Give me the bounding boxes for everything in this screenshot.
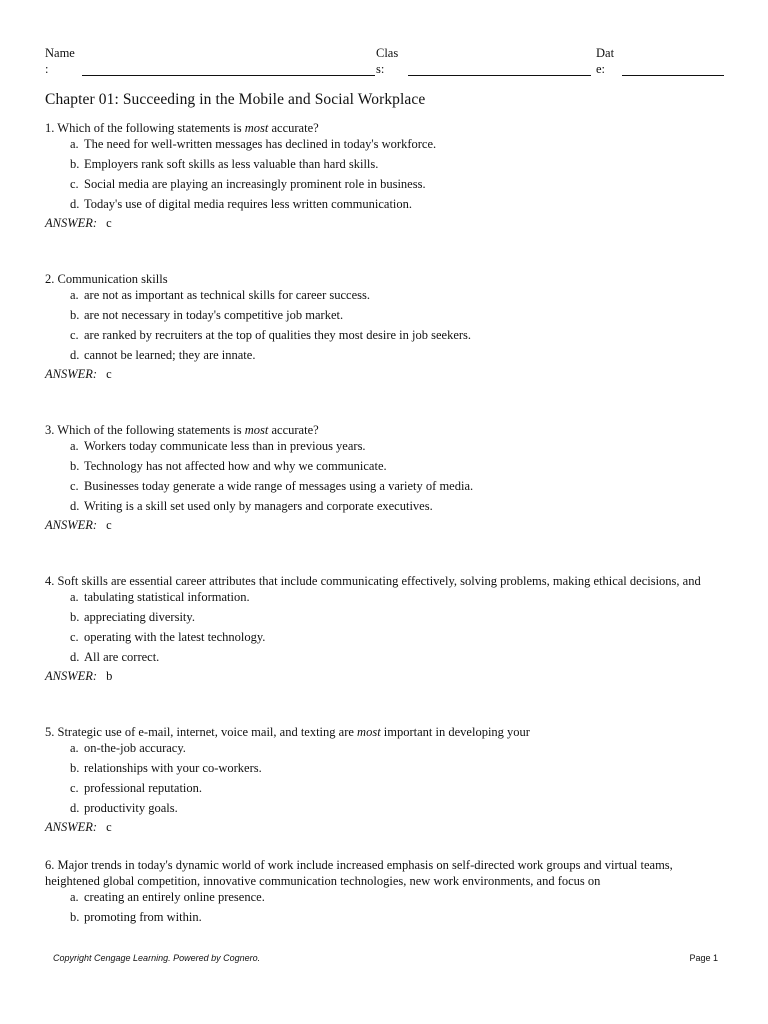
- option-text: Employers rank soft skills as less valuable than hard skills.: [84, 157, 379, 171]
- option-letter: d.: [70, 348, 80, 362]
- answer-line: [45, 517, 725, 533]
- question-stem: [45, 724, 725, 740]
- stem-text: 6. Major trends in today's dynamic world of work include increased emphasis on self-directed work groups and virtual teams, heightened global competition, innovative communication technologies, new work environments, and focus on: [45, 858, 673, 888]
- name-blank-line: [82, 75, 375, 76]
- option-text: professional reputation.: [84, 781, 203, 795]
- option-text: Social media are playing an increasingly prominent role in business.: [84, 177, 426, 191]
- answer-value: c: [106, 216, 112, 230]
- stem-emphasis: most: [357, 725, 381, 739]
- answer-line: [45, 668, 725, 684]
- option-text: Today's use of digital media requires less written communication.: [84, 197, 413, 211]
- option-item: [70, 499, 490, 515]
- class-label-top: Clas: [376, 46, 399, 60]
- stem-text-end: important in developing your: [380, 725, 530, 739]
- option-letter: b.: [70, 157, 80, 171]
- option-item: [70, 801, 490, 817]
- class-field: [376, 46, 591, 80]
- answer-value: b: [106, 669, 113, 683]
- option-item: [70, 459, 490, 475]
- stem-text: 3. Which of the following statements is: [45, 423, 245, 437]
- option-letter: c.: [70, 328, 79, 342]
- option-letter: d.: [70, 197, 80, 211]
- answer-line: [45, 819, 725, 835]
- date-label-top: Dat: [596, 46, 615, 60]
- stem-text-end: accurate?: [268, 121, 319, 135]
- answer-label: ANSWER:: [45, 367, 98, 381]
- question-stem: [45, 422, 725, 438]
- chapter-title: Chapter 01: Succeeding in the Mobile and Social Workplace: [45, 91, 426, 108]
- option-text: on-the-job accuracy.: [84, 741, 186, 755]
- answer-options: [70, 741, 725, 817]
- stem-text: 2. Communication skills: [45, 272, 168, 286]
- answer-line: [45, 215, 725, 231]
- option-letter: a.: [70, 741, 79, 755]
- date-label-bottom: e:: [596, 62, 606, 76]
- question-stem: [45, 271, 725, 287]
- option-item: [70, 177, 490, 193]
- option-letter: a.: [70, 288, 79, 302]
- option-item: [70, 910, 490, 926]
- option-letter: c.: [70, 177, 79, 191]
- option-letter: b.: [70, 761, 80, 775]
- name-label: Name: [45, 46, 75, 60]
- question-3: [45, 422, 725, 533]
- answer-options: [70, 890, 725, 926]
- option-letter: a.: [70, 439, 79, 453]
- page-footer: [53, 953, 718, 967]
- option-letter: b.: [70, 610, 80, 624]
- page-number: Page 1: [689, 953, 718, 963]
- option-letter: b.: [70, 308, 80, 322]
- option-text: Technology has not affected how and why we communicate.: [84, 459, 387, 473]
- question-5: [45, 724, 725, 835]
- stem-emphasis: most: [244, 121, 269, 135]
- option-letter: b.: [70, 459, 80, 473]
- question-stem: [45, 573, 725, 589]
- option-item: [70, 288, 490, 304]
- question-stem: [45, 120, 725, 136]
- option-item: [70, 761, 490, 777]
- class-label-bottom: s:: [376, 62, 385, 76]
- option-item: [70, 439, 490, 455]
- option-letter: b.: [70, 910, 80, 924]
- option-text: are not as important as technical skills for career success.: [84, 288, 370, 302]
- option-letter: c.: [70, 630, 79, 644]
- option-text: promoting from within.: [84, 910, 202, 924]
- option-item: [70, 197, 490, 213]
- option-item: [70, 590, 490, 606]
- stem-emphasis: most: [244, 423, 269, 437]
- option-text: The need for well-written messages has declined in today's workforce.: [84, 137, 437, 151]
- option-letter: c.: [70, 479, 79, 493]
- option-text: are not necessary in today's competitive job market.: [84, 308, 344, 322]
- option-letter: c.: [70, 781, 79, 795]
- date-blank-line: [622, 75, 724, 76]
- option-item: [70, 610, 490, 626]
- question-2: [45, 271, 725, 382]
- option-text: creating an entirely online presence.: [84, 890, 265, 904]
- answer-options: [70, 288, 725, 364]
- option-letter: a.: [70, 890, 79, 904]
- option-text: relationships with your co-workers.: [84, 761, 262, 775]
- option-letter: d.: [70, 650, 80, 664]
- option-item: [70, 630, 490, 646]
- option-item: [70, 650, 490, 666]
- option-letter: d.: [70, 801, 80, 815]
- option-text: tabulating statistical information.: [84, 590, 250, 604]
- stem-text: 1. Which of the following statements is: [45, 121, 245, 135]
- option-item: [70, 741, 490, 757]
- option-text: Writing is a skill set used only by managers and corporate executives.: [84, 499, 433, 513]
- question-1: [45, 120, 725, 231]
- answer-options: [70, 439, 725, 515]
- option-item: [70, 890, 490, 906]
- option-letter: a.: [70, 137, 79, 151]
- option-letter: a.: [70, 590, 79, 604]
- option-text: are ranked by recruiters at the top of qualities they most desire in job seekers.: [84, 328, 472, 342]
- option-letter: d.: [70, 499, 80, 513]
- option-item: [70, 479, 490, 495]
- name-field: [45, 46, 375, 80]
- answer-value: c: [106, 820, 112, 834]
- option-text: appreciating diversity.: [84, 610, 195, 624]
- stem-text: 4. Soft skills are essential career attributes that include communicating effectively, solving problems, making ethical decisions, and: [45, 574, 701, 588]
- answer-label: ANSWER:: [45, 216, 98, 230]
- copyright-text: Copyright Cengage Learning. Powered by Cognero.: [53, 953, 261, 963]
- option-item: [70, 308, 490, 324]
- stem-text: 5. Strategic use of e-mail, internet, voice mail, and texting are: [45, 725, 358, 739]
- class-blank-line: [408, 75, 591, 76]
- option-text: Businesses today generate a wide range of messages using a variety of media.: [84, 479, 474, 493]
- question-stem: [45, 857, 725, 889]
- answer-value: c: [106, 518, 112, 532]
- option-text: productivity goals.: [84, 801, 178, 815]
- option-item: [70, 348, 490, 364]
- question-6: [45, 857, 725, 930]
- option-item: [70, 157, 490, 173]
- option-item: [70, 137, 490, 153]
- option-text: All are correct.: [84, 650, 160, 664]
- stem-text-end: accurate?: [268, 423, 319, 437]
- answer-label: ANSWER:: [45, 820, 98, 834]
- answer-options: [70, 590, 725, 666]
- answer-options: [70, 137, 725, 213]
- name-colon: :: [45, 62, 49, 76]
- option-item: [70, 328, 490, 344]
- option-item: [70, 781, 490, 797]
- answer-label: ANSWER:: [45, 669, 98, 683]
- question-4: [45, 573, 725, 684]
- option-text: cannot be learned; they are innate.: [84, 348, 256, 362]
- answer-value: c: [106, 367, 112, 381]
- date-field: [596, 46, 724, 80]
- answer-label: ANSWER:: [45, 518, 98, 532]
- option-text: Workers today communicate less than in previous years.: [84, 439, 366, 453]
- option-text: operating with the latest technology.: [84, 630, 266, 644]
- answer-line: [45, 366, 725, 382]
